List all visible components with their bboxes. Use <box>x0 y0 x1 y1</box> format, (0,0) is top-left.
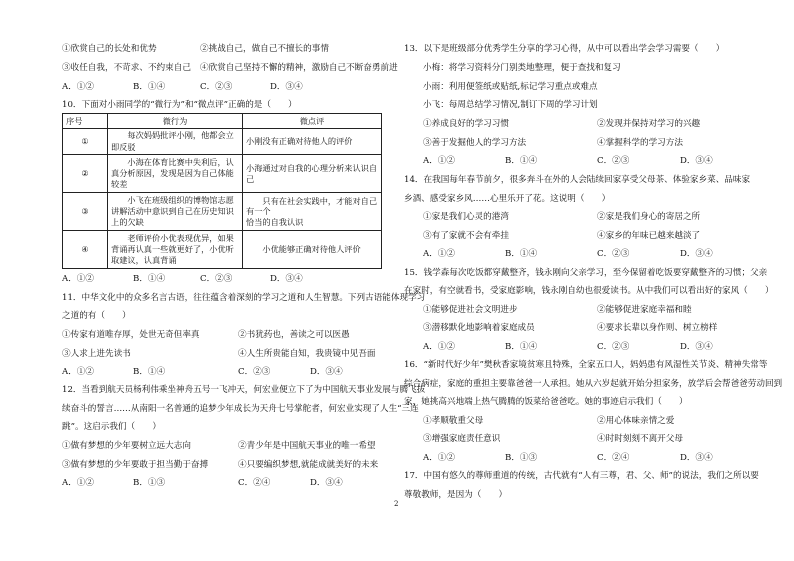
q9-option-3: ③收任自我，不苛求、不约束自己 <box>62 63 191 73</box>
table-header-act: 微行为 <box>108 114 243 129</box>
q14-option-3: ③有了家就不会有牵挂 <box>423 231 509 241</box>
q11-choice-c: C．②③ <box>238 367 271 377</box>
row-act: 小飞在班级组织的博物馆志愿 讲解活动中意识到自己在历史知识 上的欠缺 <box>108 193 243 231</box>
q12-choice-b: B．①③ <box>133 478 166 488</box>
q12-stem-line2: 续奋斗的誓言……从南阳一名普通的追梦少年成长为天舟七号掌舵者，何宏业实现了人生“三连 <box>62 404 419 414</box>
q13-line-1: 小梅：将学习资料分门别类地整理，便于查找和复习 <box>423 63 621 73</box>
table-row <box>63 231 382 269</box>
q9-option-1: ①欣赏自己的长处和优势 <box>62 44 157 54</box>
q10-choice-b: B．①④ <box>133 274 166 284</box>
q12-stem-line3: 跳”。这启示我们（ ） <box>62 422 161 432</box>
row-no: ③ <box>63 193 108 231</box>
q16-option-4: ④时时刻刻不离开父母 <box>597 434 683 444</box>
q11-option-2: ②书犹药也，善读之可以医愚 <box>238 330 350 340</box>
table-header-comment: 微点评 <box>243 114 382 129</box>
q9-choice-d: D．③④ <box>270 82 303 92</box>
q13-option-3: ③善于发掘他人的学习方法 <box>423 138 527 148</box>
q15-choice-b: B．①④ <box>505 342 538 352</box>
q16-choice-d: D．③④ <box>680 453 713 463</box>
q11-option-1: ①传家有道唯存厚，处世无奇但率真 <box>62 330 200 340</box>
row-no: ④ <box>63 231 108 269</box>
q14-option-2: ②家是我们身心的寄居之所 <box>597 212 701 222</box>
q16-option-3: ③增强家庭责任意识 <box>423 434 501 444</box>
table-header-row <box>63 114 382 129</box>
q10-choice-c: C．②③ <box>200 274 233 284</box>
q13-choice-c: C．②③ <box>597 156 630 166</box>
q12-stem-line1: 12．当看到航天员杨利伟乘坐神舟五号一飞冲天，何宏业便立下了为中国航天事业发展与腾飞拔 <box>62 385 426 395</box>
q12-choice-a: A．①② <box>62 478 94 488</box>
q14-choice-b: B．①④ <box>505 249 538 259</box>
q14-stem-line1: 14．在我国每年春节前夕，很多奔斗在外的人会陆续回家享受父母茶、体验家乡菜、品味家 <box>404 175 751 185</box>
q13-stem: 13．以下是班级部分优秀学生分享的学习心得，从中可以看出学会学习需要（ ） <box>404 44 725 54</box>
q13-line-2: 小雨：利用便签纸或贴纸,标记学习重点或难点 <box>423 82 598 92</box>
q15-choice-d: D．③④ <box>680 342 713 352</box>
q11-choice-d: D．③④ <box>310 367 343 377</box>
q10-choice-d: D．③④ <box>270 274 303 284</box>
q15-option-3: ③潜移默化地影响着家庭成员 <box>423 323 535 333</box>
q16-choice-b: B．①③ <box>505 453 538 463</box>
row-no: ② <box>63 155 108 193</box>
table-header-no: 序号 <box>63 114 108 129</box>
q14-choice-d: D．③④ <box>680 249 713 259</box>
q9-choice-a: A．①② <box>62 82 94 92</box>
q16-option-2: ②用心体味亲情之爱 <box>597 416 675 426</box>
q12-option-3: ③做有梦想的少年要敢于担当勤于奋搏 <box>62 460 209 470</box>
q17-stem-line2: 尊敬教师，是因为（ ） <box>404 490 508 500</box>
q13-option-1: ①养成良好的学习习惯 <box>423 119 509 129</box>
q13-choice-a: A．①② <box>423 156 455 166</box>
q13-option-2: ②发现并保持对学习的兴趣 <box>597 119 701 129</box>
q11-option-4: ④人生所贵能自知，我贵镜中见吾面 <box>238 349 376 359</box>
q9-option-2: ②挑战自己，做自己不擅长的事情 <box>200 44 329 54</box>
row-comment: 小优能够正确对待他人评价 <box>243 231 382 269</box>
q12-option-4: ④只要编织梦想,就能成就美好的未来 <box>238 460 379 470</box>
q15-option-4: ④要求长辈以身作则、树立榜样 <box>597 323 718 333</box>
q9-choice-b: B．①④ <box>133 82 166 92</box>
row-act: 老师评价小优表现优异，如果 背诵再认真一些就更好了，小优听 取建议，认真背诵 <box>108 231 243 269</box>
page-number: 2 <box>394 500 399 508</box>
table-row <box>63 129 382 155</box>
q11-stem-line1: 11．中华文化中的众多名言古语，往往蕴含着深刻的学习之道和人生智慧。下列古语能体现学习 <box>62 293 426 303</box>
q16-stem-line1: 16．“新时代好少年”樊秋香家境贫寒且特殊，全家五口人，妈妈患有风湿性关节炎、精神失常等 <box>404 360 768 370</box>
q10-choice-a: A．①② <box>62 274 94 284</box>
q16-choice-c: C．②④ <box>597 453 630 463</box>
q16-stem-line3: 家，她挑高兴地端上热气腾腾的饭菜给爸爸吃。她的事迹启示我们（ ） <box>404 397 688 407</box>
q14-choice-c: C．②③ <box>597 249 630 259</box>
q14-option-1: ①家是我们心灵的港湾 <box>423 212 509 222</box>
q12-choice-d: D．③④ <box>310 478 343 488</box>
row-comment: 小刚没有正确对待他人的评价 <box>243 129 382 155</box>
q9-choice-c: C．②③ <box>200 82 233 92</box>
q16-stem-line2: 综合病症，家庭的重担主要靠爸爸一人承担。她从六岁起就开始分担家务，放学后会帮爸爸劳动回到 <box>404 379 783 389</box>
row-act: 每次妈妈批评小刚，他都会立 即反驳 <box>108 129 243 155</box>
q10-table <box>62 113 382 269</box>
q15-stem-line1: 15．钱学森每次吃饭都穿戴整齐，钱永刚向父亲学习，至今保留着吃饭要穿戴整齐的习惯；父亲 <box>404 268 768 278</box>
q17-stem-line1: 17．中国有悠久的尊师重道的传统，古代就有“人有三尊，君、父、师”的说法，我们之所以要 <box>404 471 759 481</box>
row-no: ① <box>63 129 108 155</box>
q15-option-1: ①能够促进社会文明进步 <box>423 305 518 315</box>
q12-choice-c: C．②④ <box>238 478 271 488</box>
q13-line-3: 小飞：每周总结学习情况,制订下周的学习计划 <box>423 100 598 110</box>
q12-option-2: ②青少年是中国航天事业的唯一希望 <box>238 441 376 451</box>
q16-option-1: ①孝顺敬重父母 <box>423 416 484 426</box>
q16-choice-a: A．①② <box>423 453 455 463</box>
q14-option-4: ④家乡的年味已越来越淡了 <box>597 231 701 241</box>
q9-option-4: ④欣赏自己坚持不懈的精神，激励自己不断奋勇前进 <box>200 63 398 73</box>
q11-choice-b: B．①④ <box>133 367 166 377</box>
q15-option-2: ②能够促进家庭幸福和睦 <box>597 305 692 315</box>
row-act: 小海在体育比赛中失利后，认 真分析原因，发现是因为自己体能 较差 <box>108 155 243 193</box>
q15-stem-line2: 在家时，有空就看书，受家庭影响，钱永刚自幼也很爱读书。从中我们可以看出好的家风（ ） <box>404 286 774 296</box>
q14-choice-a: A．①② <box>423 249 455 259</box>
row-comment: 小海通过对自我的心理分析来认识自己 <box>243 155 382 193</box>
q11-choice-a: A．①② <box>62 367 94 377</box>
q13-option-4: ④掌握科学的学习方法 <box>597 138 683 148</box>
q15-choice-c: C．②③ <box>597 342 630 352</box>
table-row <box>63 155 382 193</box>
q12-option-1: ①做有梦想的少年要树立远大志向 <box>62 441 191 451</box>
q10-title: 10．下面对小雨同学的“微行为”和“微点评”正确的是（ ） <box>62 100 297 110</box>
q13-choice-d: D．③④ <box>680 156 713 166</box>
q15-choice-a: A．①② <box>423 342 455 352</box>
q11-option-3: ③人求上进先读书 <box>62 349 131 359</box>
q11-stem-line2: 之道的有（ ） <box>62 311 131 321</box>
table-row <box>63 193 382 231</box>
q14-stem-line2: 乡酒、感受家乡风……心里乐开了花。这说明（ ） <box>404 194 611 204</box>
row-comment: 只有在社会实践中，才能对自己有一个 恰当的自我认识 <box>243 193 382 231</box>
q13-choice-b: B．①④ <box>505 156 538 166</box>
